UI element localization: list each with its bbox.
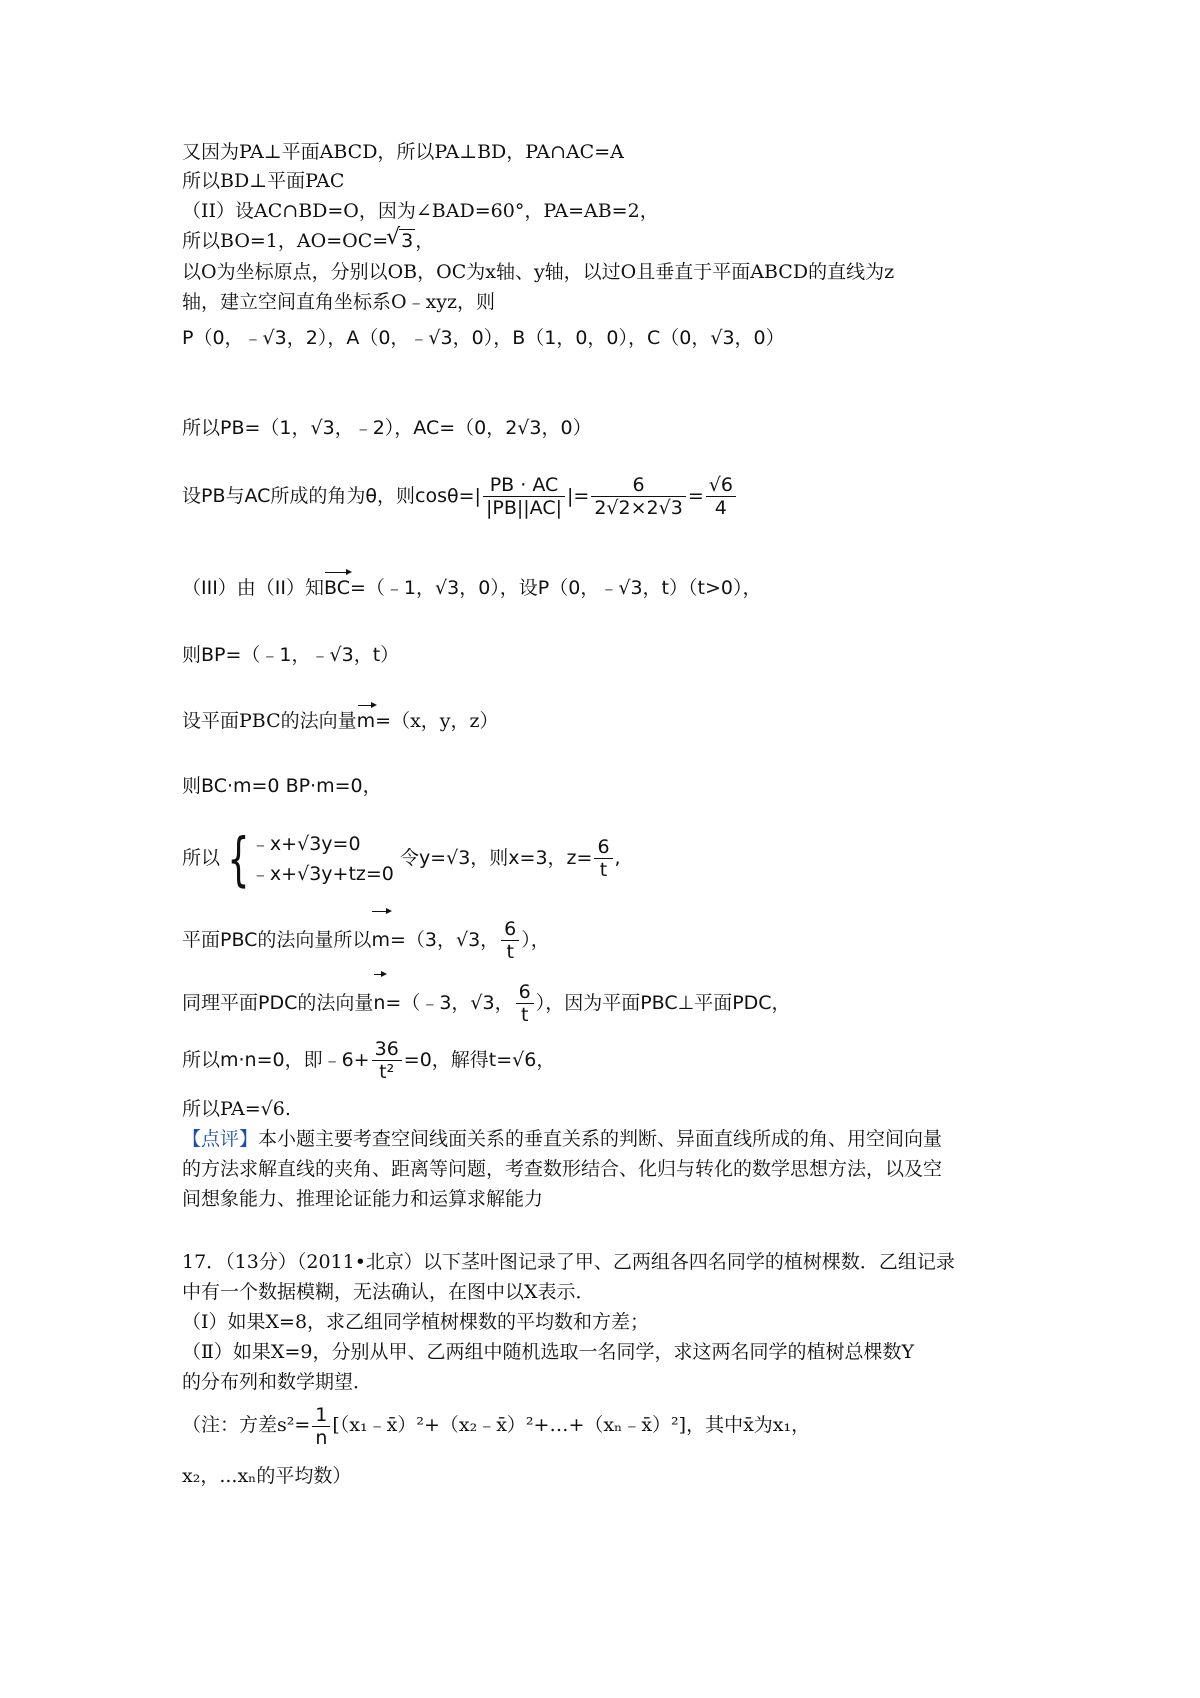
fraction xyxy=(372,1038,402,1083)
fraction-numerator: 6 xyxy=(594,836,612,859)
fraction-numerator: 6 xyxy=(516,981,534,1004)
fraction-numerator: 6 xyxy=(591,474,686,497)
fraction xyxy=(591,474,686,519)
question-line: x₂，...xₙ的平均数） xyxy=(182,1465,352,1487)
text-fragment: ），因为平面PBC⊥平面PDC， xyxy=(535,992,791,1014)
text-fragment: ）， xyxy=(521,929,550,951)
vector-label: BC xyxy=(324,577,350,599)
equation: ﹣x+√3y=0 xyxy=(250,832,361,855)
equation-system xyxy=(251,829,394,889)
text-line: 轴，建立空间直角坐标系O﹣xyz，则 xyxy=(182,291,496,313)
equation: ﹣x+√3y+tz=0 xyxy=(250,862,394,885)
fraction xyxy=(706,474,736,519)
text-line xyxy=(182,914,550,966)
text-line: 所以PB=（1，√3，﹣2），AC=（0，2√3，0） xyxy=(182,417,592,439)
text-fragment: 同理平面PDC的法向量 xyxy=(182,992,374,1014)
text-fragment: （III）由（II）知 xyxy=(182,577,325,599)
text-line xyxy=(182,575,761,601)
text-fragment: =（﹣3，√3， xyxy=(385,992,514,1014)
text-fragment: =0，解得t=√6， xyxy=(403,1049,556,1071)
comment-line: 的方法求解直线的夹角、距离等问题，考查数形结合、化归与转化的数学思想方法，以及空 xyxy=(182,1158,943,1180)
text-line: （II）设AC∩BD=O，因为∠BAD=60°，PA=AB=2， xyxy=(182,200,659,222)
text-fragment: ， xyxy=(415,230,435,252)
text-fragment: 设PB与AC所成的角为θ，则cosθ=| xyxy=(182,485,481,507)
fraction-denominator: n xyxy=(315,1426,328,1449)
fraction-denominator: t xyxy=(520,1004,529,1026)
text-fragment: =（﹣1，√3，0），设 xyxy=(350,577,538,599)
fraction xyxy=(516,981,534,1026)
fraction-denominator: 2√2×2√3 xyxy=(594,497,683,519)
question-line: 17．（13分）（2011•北京）以下茎叶图记录了甲、乙两组各四名同学的植树棵数．乙组记录 xyxy=(182,1251,955,1273)
text-line xyxy=(182,1034,555,1086)
text-line: 以O为坐标原点，分别以OB，OC为x轴、y轴，以过O且垂直于平面ABCD的直线为z xyxy=(182,261,895,283)
sqrt-expression: √ 3 xyxy=(388,228,415,254)
text-line: 则BC·m=0 BP·m=0， xyxy=(182,775,382,797)
cos-formula-line: 设PB与AC所成的角为θ，则cosθ=| $\frac{PB \cdot AC}{|PB||AC|}$ |= $\frac{6}{2√2\times 2√3}$ = $\frac{√6}{4}$ xyxy=(182,466,738,526)
fraction xyxy=(312,1404,330,1449)
text-fragment: （注：方差s²= xyxy=(182,1414,311,1436)
text-fragment: 所以m·n=0，即﹣6+ xyxy=(182,1049,370,1071)
fraction xyxy=(501,918,519,963)
question-line: （Ⅱ）如果X=9，分别从甲、乙两组中随机选取一名同学，求这两名同学的植树总棵数Y xyxy=(182,1341,914,1363)
fraction-denominator: t² xyxy=(379,1061,395,1083)
fraction-numerator: 6 xyxy=(501,918,519,941)
text-line xyxy=(182,708,499,734)
equation-system-line: 所以 { ﹣x+√3y=0 ﹣x+√3y+tz=0 令y=√3，则x=3，z= $\frac{6}{t}$ , xyxy=(182,824,621,893)
vector-label: m xyxy=(356,710,376,732)
text-fragment: [（x₁﹣x̄）²+（x₂﹣x̄）²+…+（xₙ﹣x̄）²]，其中x̄为x₁， xyxy=(332,1414,811,1436)
fraction xyxy=(594,836,612,881)
text-line: 则BP=（﹣1，﹣√3，t） xyxy=(182,644,400,666)
vector-label: m xyxy=(371,914,390,966)
question-line: 的分布列和数学期望． xyxy=(182,1371,373,1393)
fraction-denominator: |PB||AC| xyxy=(485,497,562,519)
fraction-denominator: t xyxy=(506,941,514,963)
text-fragment: 令y=√3，则x=3，z= xyxy=(399,847,593,869)
fraction-numerator: √6 xyxy=(706,474,736,497)
text-fragment: |= xyxy=(567,485,590,507)
comment-line: 间想象能力、推理论证能力和运算求解能力 xyxy=(182,1188,544,1210)
left-brace: { xyxy=(227,824,250,893)
text-fragment: 本小题主要考查空间线面关系的垂直关系的判断、异面直线所成的角、用空间向量 xyxy=(258,1128,943,1150)
comment-tag: 【点评】 xyxy=(182,1128,259,1150)
question-line: 中有一个数据模糊，无法确认，在图中以X表示． xyxy=(182,1281,595,1303)
fraction-numerator: 1 xyxy=(312,1404,330,1427)
text-line xyxy=(182,977,791,1029)
fraction-numerator: 36 xyxy=(372,1038,402,1061)
text-fragment: 所以 xyxy=(182,847,221,869)
text-line: 所以BD⊥平面PAC xyxy=(182,170,345,192)
text-line: 所以PA=√6. xyxy=(182,1098,291,1120)
fraction-denominator: 4 xyxy=(714,497,727,519)
fraction-denominator: t xyxy=(599,859,608,881)
text-fragment: 平面PBC的法向量所以 xyxy=(182,929,372,951)
fraction-numerator: PB · AC xyxy=(483,474,565,497)
question-line xyxy=(182,1399,810,1451)
text-fragment: =（3，√3， xyxy=(389,929,500,951)
text-line xyxy=(182,228,434,254)
vector-label: n xyxy=(373,977,385,1029)
comment-line xyxy=(182,1126,942,1152)
text-fragment: 设平面PBC的法向量 xyxy=(182,710,357,732)
text-fragment: P（0，﹣√3，t）（t>0）， xyxy=(537,577,762,599)
text-fragment: =（x，y，z） xyxy=(375,710,499,732)
text-line: 又因为PA⊥平面ABCD，所以PA⊥BD，PA∩AC=A xyxy=(182,141,624,163)
fraction xyxy=(483,474,565,519)
text-line: P（0，﹣√3，2），A（0，﹣√3，0），B（1，0，0），C（0，√3，0） xyxy=(182,327,785,349)
text-fragment: 所以BO=1，AO=OC= xyxy=(182,230,389,252)
question-line: （Ⅰ）如果X=8，求乙组同学植树棵数的平均数和方差； xyxy=(182,1311,650,1333)
